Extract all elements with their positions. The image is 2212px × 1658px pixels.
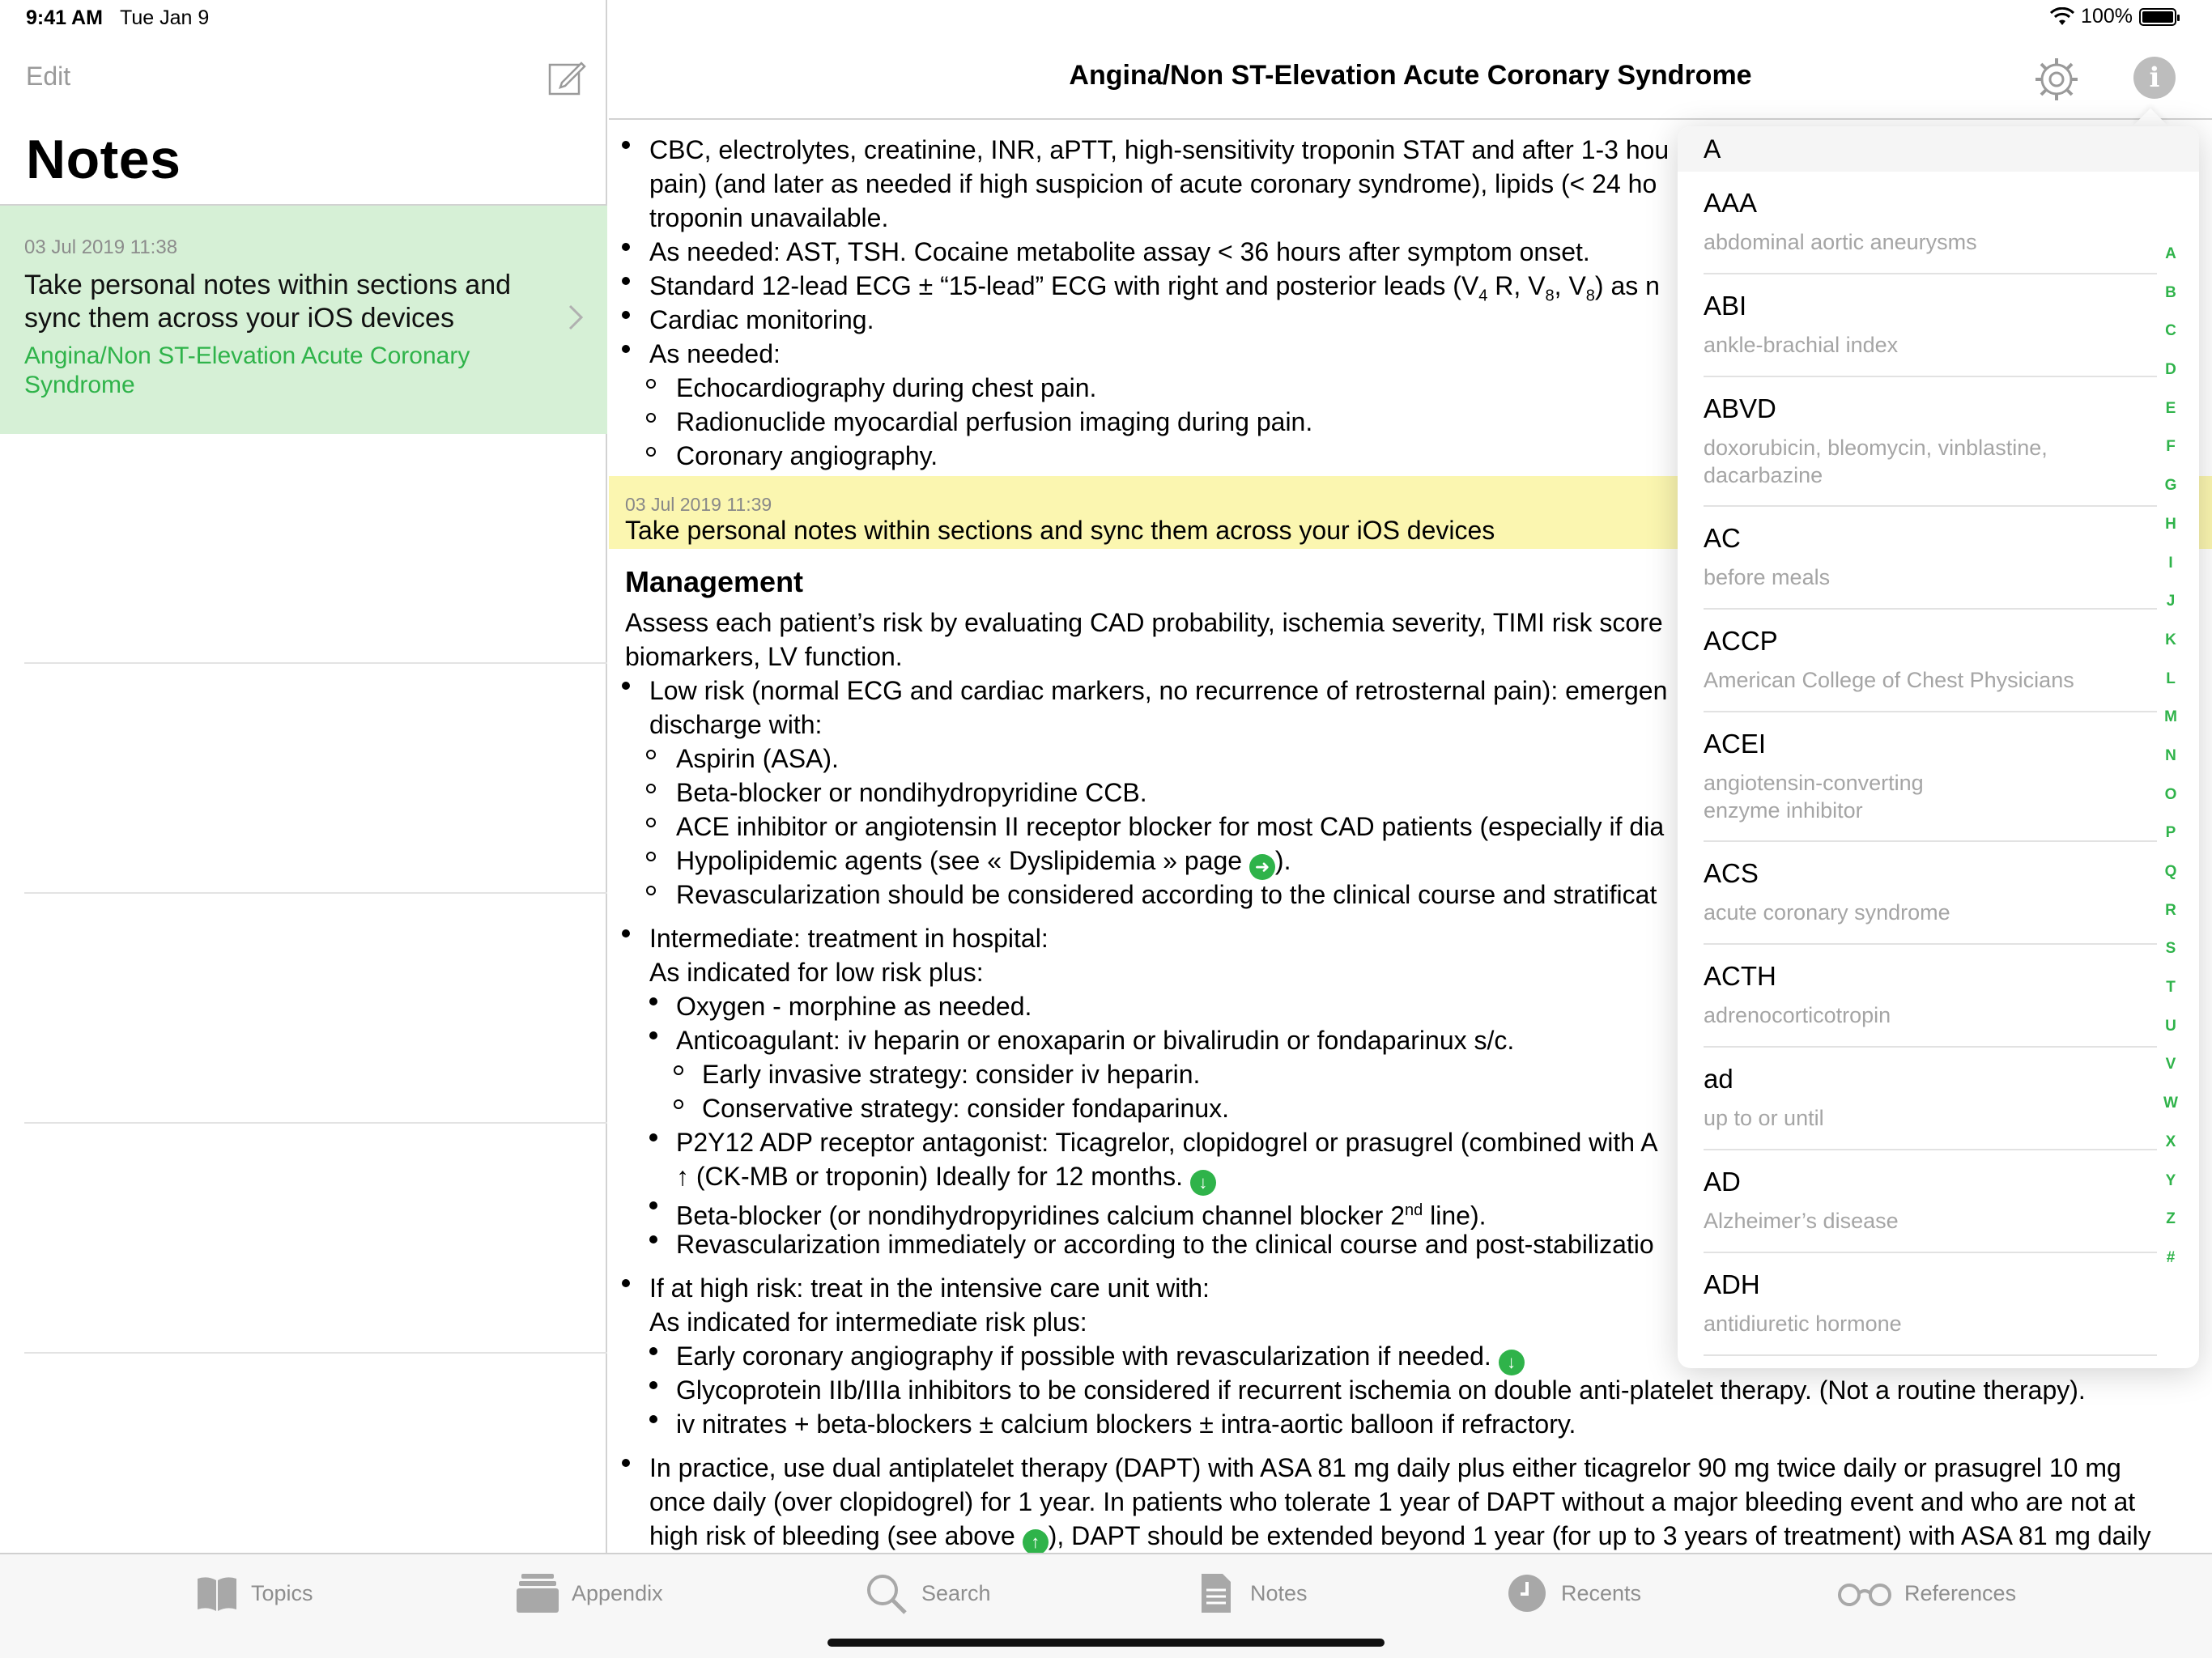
- abbreviation-definition: acute coronary syndrome: [1704, 900, 1950, 925]
- divider: [1704, 1252, 2157, 1253]
- bullet: [649, 1235, 657, 1244]
- abbreviation-term: AD: [1704, 1167, 1741, 1197]
- index-letter[interactable]: P: [2165, 824, 2176, 842]
- bullet: [622, 682, 630, 690]
- content-line: CBC, electrolytes, creatinine, INR, aPTT, high-sensitivity troponin STAT and after 1-3 hou: [649, 135, 1670, 164]
- tab-bar: [0, 1553, 2212, 1658]
- index-letter[interactable]: M: [2164, 708, 2177, 726]
- content-line: pain) (and later as needed if high suspicion of acute coronary syndrome), lipids (< 24 ho: [649, 169, 1657, 198]
- divider: [24, 892, 607, 894]
- content-line: As indicated for intermediate risk plus:: [649, 1307, 1087, 1337]
- abbreviation-term: ABVD: [1704, 393, 1776, 423]
- abbreviation-term: ACS: [1704, 858, 1759, 888]
- content-line: Beta-blocker or nondihydropyridine CCB.: [676, 778, 1147, 807]
- stack-icon: [515, 1572, 560, 1614]
- bullet: [622, 929, 630, 937]
- content-line: high risk of bleeding (see above ↑ ), DAPT should be extended beyond 1 year (for up to 3 years of treatment) with ASA 81 mg daily: [649, 1519, 2151, 1553]
- compose-icon[interactable]: [547, 58, 586, 97]
- note-text: Take personal notes within sections and sync them across your iOS devices: [24, 270, 512, 334]
- index-letter[interactable]: I: [2168, 554, 2173, 572]
- content-line: Conservative strategy: consider fondaparinux.: [702, 1094, 1230, 1123]
- note-date: 03 Jul 2019 11:39: [625, 494, 772, 515]
- content-line: As needed: AST, TSH. Cocaine metabolite assay < 36 hours after symptom onset.: [649, 237, 1590, 266]
- book-icon: [194, 1572, 240, 1614]
- abbreviation-term: ACCP: [1704, 626, 1778, 656]
- sidebar-title: Notes: [26, 129, 181, 190]
- bullet: [622, 1459, 630, 1467]
- go-down-icon[interactable]: ↓: [1499, 1350, 1525, 1375]
- abbreviations-popover: [1678, 126, 2199, 1368]
- note-topic-link[interactable]: Angina/Non ST-Elevation Acute Coronary Syndrome: [24, 342, 470, 398]
- search-icon: [865, 1572, 910, 1614]
- bullet: [622, 311, 630, 319]
- tab-label: Notes: [1250, 1580, 1308, 1605]
- abbreviation-definition: Alzheimer’s disease: [1704, 1209, 1899, 1233]
- index-letter[interactable]: U: [2165, 1017, 2176, 1035]
- abbreviation-term: AC: [1704, 523, 1741, 553]
- note-text: Take personal notes within sections and sync them across your iOS devices: [625, 516, 1495, 545]
- content-line: biomarkers, LV function.: [625, 642, 903, 671]
- content-line: Intermediate: treatment in hospital:: [649, 924, 1049, 953]
- tab-label: References: [1904, 1580, 2017, 1605]
- go-up-icon[interactable]: ↑: [1023, 1529, 1049, 1553]
- bullet: [649, 1381, 657, 1389]
- status-right: [2050, 5, 2176, 28]
- abbreviation-definition: doxorubicin, bleomycin, vinblastine, dacarbazine: [1704, 436, 2048, 487]
- notes-icon: [1193, 1572, 1239, 1614]
- content-line: Hypolipidemic agents (see « Dyslipidemia » page ➜ ).: [676, 844, 1291, 880]
- abbreviation-term: ADH: [1704, 1269, 1760, 1299]
- bullet: [646, 852, 656, 861]
- clock-icon: [1504, 1572, 1550, 1614]
- index-letter[interactable]: F: [2166, 438, 2176, 456]
- divider: [24, 1352, 607, 1354]
- bullet: [674, 1065, 683, 1075]
- bullet: [646, 818, 656, 827]
- bullet: [622, 277, 630, 285]
- divider: [24, 1122, 607, 1124]
- index-letter[interactable]: D: [2165, 361, 2176, 379]
- content-line: P2Y12 ADP receptor antagonist: Ticagrelor, clopidogrel or prasugrel (combined with A: [676, 1128, 1658, 1157]
- content-line: Anticoagulant: iv heparin or enoxaparin or bivalirudin or fondaparinux s/c.: [676, 1026, 1515, 1055]
- content-line: Early coronary angiography if possible with revascularization if needed. ↓: [676, 1339, 1525, 1375]
- chevron-right-icon: [567, 303, 585, 332]
- note-date: 03 Jul 2019 11:38: [24, 236, 178, 258]
- abbreviation-term: ACTH: [1704, 961, 1776, 991]
- notes-sidebar: [0, 0, 607, 1553]
- abbreviation-definition: antidiuretic hormone: [1704, 1312, 1902, 1336]
- tab-label: Topics: [251, 1580, 313, 1605]
- index-letter[interactable]: L: [2166, 670, 2176, 687]
- abbreviation-definition: before meals: [1704, 565, 1831, 589]
- content-line: Early invasive strategy: consider iv heparin.: [702, 1060, 1201, 1089]
- index-letter[interactable]: S: [2165, 940, 2176, 958]
- abbreviation-definition: American College of Chest Physicians: [1704, 668, 2074, 692]
- abbreviation-term: AAA: [1704, 188, 1758, 218]
- tab-topics[interactable]: [194, 1572, 313, 1614]
- bullet: [649, 1347, 657, 1355]
- alphabet-index[interactable]: [2159, 235, 2183, 1278]
- content-line: Standard 12-lead ECG ± “15-lead” ECG with right and posterior leads ($V_4$ R, $V_8$, $V_8$) as n: [649, 271, 1660, 305]
- content-line: iv nitrates + beta-blockers ± calcium blockers ± intra-aortic balloon if refractory.: [676, 1409, 1576, 1439]
- bullet: [646, 413, 656, 423]
- tab-notes[interactable]: [1193, 1572, 1308, 1614]
- content-line: Revascularization should be considered according to the clinical course and stratificat: [676, 880, 1657, 909]
- bullet: [622, 345, 630, 353]
- go-down-icon[interactable]: ↓: [1190, 1170, 1216, 1196]
- content-line: Glycoprotein IIb/IIIa inhibitors to be considered if recurrent ischemia on double anti-platelet therapy. (Not a routine therapy).: [676, 1375, 2086, 1405]
- section-heading: Management: [625, 565, 804, 598]
- content-line: As needed:: [649, 339, 781, 368]
- abbreviation-term: ACEI: [1704, 729, 1767, 759]
- content-line: discharge with:: [649, 710, 823, 739]
- divider: [1704, 273, 2157, 274]
- index-letter[interactable]: Z: [2166, 1210, 2176, 1228]
- content-line: Cardiac monitoring.: [649, 305, 874, 334]
- index-letter[interactable]: C: [2165, 322, 2176, 340]
- battery-percent: 100%: [2081, 5, 2133, 28]
- divider: [1704, 711, 2157, 712]
- divider: [1704, 1149, 2157, 1150]
- index-letter[interactable]: Q: [2164, 863, 2177, 880]
- index-letter[interactable]: K: [2165, 631, 2176, 648]
- index-letter[interactable]: X: [2165, 1133, 2176, 1150]
- index-letter[interactable]: G: [2164, 477, 2177, 495]
- index-letter[interactable]: B: [2165, 283, 2176, 301]
- tab-label: Recents: [1561, 1580, 1642, 1605]
- bullet: [649, 1133, 657, 1141]
- divider: [24, 662, 607, 664]
- content-line: Beta-blocker (or nondihydropyridines calcium channel blocker 2nd line).: [676, 1201, 1487, 1231]
- content-line: Radionuclide myocardial perfusion imaging during pain.: [676, 407, 1313, 436]
- go-right-icon[interactable]: ➜: [1249, 854, 1275, 880]
- note-list-item[interactable]: [0, 206, 607, 434]
- index-letter[interactable]: N: [2165, 746, 2176, 764]
- bullet: [649, 1031, 657, 1039]
- index-letter[interactable]: O: [2164, 785, 2177, 803]
- home-indicator: [827, 1639, 1385, 1647]
- divider: [1704, 1354, 2157, 1356]
- index-letter[interactable]: E: [2165, 399, 2176, 417]
- tab-label: Search: [921, 1580, 991, 1605]
- index-letter[interactable]: V: [2165, 1056, 2176, 1073]
- content-line: Low risk (normal ECG and cardiac markers, no recurrence of retrosternal pain): emergen: [649, 676, 1668, 705]
- bullet: [646, 784, 656, 793]
- abbreviation-term: ad: [1704, 1064, 1733, 1094]
- bullet: [646, 447, 656, 457]
- content-line: Oxygen - morphine as needed.: [676, 992, 1032, 1021]
- content-line: ↑ (CK-MB or troponin) Ideally for 12 months. ↓: [676, 1159, 1216, 1196]
- page-title: Angina/Non ST-Elevation Acute Coronary Syndrome: [1069, 60, 1752, 91]
- content-line: Coronary angiography.: [676, 441, 938, 470]
- content-line: troponin unavailable.: [649, 203, 889, 232]
- tab-recents[interactable]: [1504, 1572, 1641, 1614]
- abbreviation-definition: up to or until: [1704, 1106, 1824, 1130]
- index-letter[interactable]: Y: [2165, 1171, 2176, 1189]
- index-letter[interactable]: #: [2166, 1248, 2176, 1266]
- wifi-icon: [2050, 7, 2074, 27]
- bullet: [649, 1415, 657, 1423]
- abbreviation-definition: abdominal aortic aneurysms: [1704, 230, 1977, 254]
- index-letter[interactable]: H: [2165, 515, 2176, 533]
- index-letter[interactable]: A: [2165, 245, 2176, 262]
- tab-search[interactable]: [865, 1572, 991, 1614]
- tab-appendix[interactable]: [515, 1572, 663, 1614]
- index-letter[interactable]: W: [2163, 1095, 2178, 1112]
- edit-button[interactable]: Edit: [26, 62, 71, 91]
- divider: [1704, 376, 2157, 377]
- status-time: 9:41 AM: [26, 6, 103, 29]
- topic-header: [609, 39, 2212, 120]
- tab-references[interactable]: [1836, 1572, 2016, 1614]
- content-line: If at high risk: treat in the intensive care unit with:: [649, 1273, 1210, 1303]
- content-line: once daily (over clopidogrel) for 1 year. In patients who tolerate 1 year of DAPT without a major bleeding event and who are not at: [649, 1487, 2136, 1516]
- bullet: [646, 379, 656, 389]
- bullet: [622, 243, 630, 251]
- bullet: [622, 1279, 630, 1287]
- divider: [1704, 608, 2157, 610]
- tab-label: Appendix: [572, 1580, 663, 1605]
- index-letter[interactable]: R: [2165, 901, 2176, 919]
- status-bar: [0, 0, 2212, 39]
- section-header: [1678, 126, 2199, 172]
- bullet: [646, 886, 656, 895]
- divider: [1704, 1046, 2157, 1048]
- abbreviation-definition: angiotensin-converting enzyme inhibitor: [1704, 771, 1924, 823]
- content-line: Echocardiography during chest pain.: [676, 373, 1097, 402]
- content-line: As indicated for low risk plus:: [649, 958, 984, 987]
- content-line: In practice, use dual antiplatelet therapy (DAPT) with ASA 81 mg daily plus either ticagrelor 90 mg twice daily or prasugrel 10 mg: [649, 1453, 2121, 1482]
- bullet: [674, 1099, 683, 1109]
- bullet: [649, 997, 657, 1005]
- divider: [1704, 505, 2157, 507]
- status-date: Tue Jan 9: [120, 6, 210, 29]
- content-line: Aspirin (ASA).: [676, 744, 839, 773]
- abbreviation-definition: ankle-brachial index: [1704, 333, 1899, 357]
- bullet: [622, 141, 630, 149]
- abbreviation-term: ABI: [1704, 291, 1747, 321]
- battery-icon: [2139, 8, 2176, 26]
- divider: [1704, 943, 2157, 945]
- index-letter[interactable]: J: [2166, 593, 2176, 610]
- content-line: Revascularization immediately or according to the clinical course and post-stabilizatio: [676, 1230, 1654, 1259]
- glasses-icon: [1836, 1572, 1893, 1614]
- index-letter[interactable]: T: [2166, 979, 2176, 997]
- bullet: [649, 1201, 657, 1209]
- divider: [1704, 840, 2157, 842]
- gear-icon[interactable]: [2034, 57, 2079, 102]
- info-icon[interactable]: i: [2133, 57, 2176, 99]
- abbreviation-definition: adrenocorticotropin: [1704, 1003, 1891, 1027]
- section-letter: A: [1704, 134, 1721, 164]
- content-line: Assess each patient’s risk by evaluating CAD probability, ischemia severity, TIMI risk score: [625, 608, 1663, 637]
- content-line: ACE inhibitor or angiotensin II receptor blocker for most CAD patients (especially if dia: [676, 812, 1665, 841]
- bullet: [646, 750, 656, 759]
